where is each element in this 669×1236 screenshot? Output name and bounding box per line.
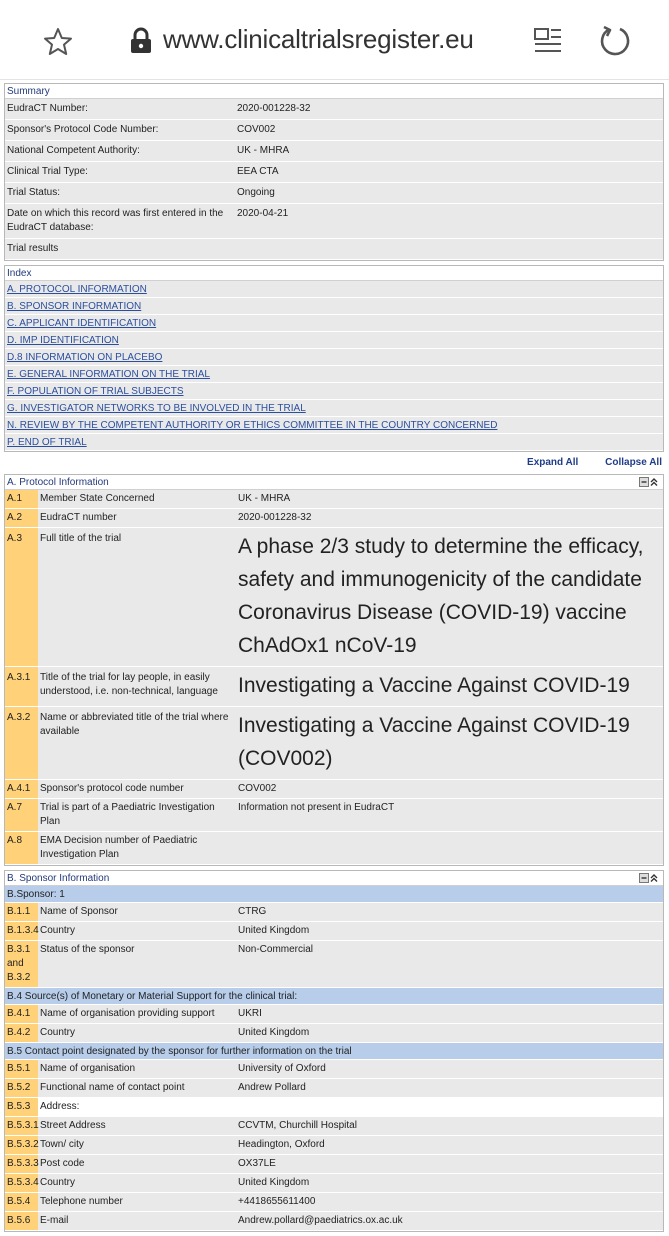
- index-link[interactable]: D. IMP IDENTIFICATION: [5, 332, 663, 349]
- field-code: B.5.4: [5, 1193, 38, 1211]
- field-label: Trial is part of a Paediatric Investigation Plan: [40, 802, 215, 827]
- index-link[interactable]: D.8 INFORMATION ON PLACEBO: [5, 349, 663, 366]
- detail-row: [5, 1024, 663, 1043]
- summary-label: Sponsor's Protocol Code Number:: [7, 124, 159, 135]
- browser-toolbar: [0, 0, 669, 80]
- field-value: OX37LE: [238, 1158, 276, 1169]
- field-label: Name of organisation: [40, 1063, 136, 1074]
- detail-row: [5, 490, 663, 509]
- field-label: Full title of the trial: [40, 533, 122, 544]
- field-value: United Kingdom: [238, 1027, 310, 1038]
- field-value: Headington, Oxford: [238, 1139, 325, 1150]
- index-title: Index: [5, 266, 663, 281]
- detail-row: [5, 1212, 663, 1231]
- sponsor-box: [4, 870, 664, 1232]
- field-label: Name of organisation providing support: [40, 1008, 215, 1019]
- summary-label: Date on which this record was first entered in the EudraCT database:: [7, 208, 224, 233]
- field-code: A.3.2: [5, 707, 38, 779]
- detail-row: [5, 922, 663, 941]
- field-code: A.8: [5, 832, 38, 864]
- field-label: Country: [40, 1027, 76, 1038]
- field-value: A phase 2/3 study to determine the efficacy, safety and immunogenicity of the candidate Coronavirus Disease (COVID-19) vaccine ChAdOx1 nCoV-19: [238, 535, 644, 657]
- field-value: Investigating a Vaccine Against COVID-19 (COV002): [238, 714, 630, 770]
- field-value: UK - MHRA: [238, 493, 291, 504]
- index-link[interactable]: P. END OF TRIAL: [5, 434, 663, 451]
- field-code: A.7: [5, 799, 38, 831]
- summary-row: [5, 204, 663, 239]
- detail-row: [5, 1155, 663, 1174]
- field-label: EMA Decision number of Paediatric Investigation Plan: [40, 835, 198, 860]
- field-label: Status of the sponsor: [40, 944, 135, 955]
- star-icon[interactable]: [42, 26, 74, 58]
- contact-header: B.5 Contact point designated by the sponsor for further information on the trial: [5, 1043, 663, 1060]
- field-label: Name of Sponsor: [40, 906, 118, 917]
- sponsor-title-text: B. Sponsor Information: [7, 873, 110, 884]
- detail-row: [5, 780, 663, 799]
- field-value: +4418655611400: [238, 1196, 316, 1207]
- detail-row: [5, 1060, 663, 1079]
- support-header: B.4 Source(s) of Monetary or Material Support for the clinical trial:: [5, 988, 663, 1005]
- field-label: Title of the trial for lay people, in easily understood, i.e. non-technical, language: [40, 672, 218, 697]
- field-label: Country: [40, 1177, 76, 1188]
- index-link[interactable]: N. REVIEW BY THE COMPETENT AUTHORITY OR ETHICS COMMITTEE IN THE COUNTRY CONCERNED: [5, 417, 663, 434]
- field-code: B.5.3.3: [5, 1155, 38, 1173]
- summary-value: 2020-001228-32: [237, 103, 311, 114]
- field-code: B.5.2: [5, 1079, 38, 1097]
- expand-collapse-bar: [4, 456, 664, 474]
- summary-value: Ongoing: [237, 187, 275, 198]
- field-value: [236, 1098, 663, 1116]
- field-value: COV002: [238, 783, 277, 794]
- summary-value: COV002: [237, 124, 276, 135]
- detail-row: [5, 903, 663, 922]
- summary-label: National Competent Authority:: [7, 145, 140, 156]
- summary-label: Trial results: [7, 243, 59, 254]
- field-label: Address:: [38, 1098, 236, 1116]
- field-value: CTRG: [238, 906, 267, 917]
- field-label: Town/ city: [40, 1139, 84, 1150]
- field-code: B.4.2: [5, 1024, 38, 1042]
- summary-row: [5, 120, 663, 141]
- field-code: A.1: [5, 490, 38, 508]
- summary-row: [5, 162, 663, 183]
- field-label: Telephone number: [40, 1196, 123, 1207]
- index-link[interactable]: A. PROTOCOL INFORMATION: [5, 281, 663, 298]
- field-value: University of Oxford: [238, 1063, 326, 1074]
- field-value: Investigating a Vaccine Against COVID-19: [238, 674, 630, 697]
- protocol-title-text: A. Protocol Information: [7, 477, 109, 488]
- collapse-section-icon[interactable]: [639, 873, 659, 883]
- detail-row: [5, 832, 663, 865]
- index-link[interactable]: F. POPULATION OF TRIAL SUBJECTS: [5, 383, 663, 400]
- detail-row: [5, 1193, 663, 1212]
- field-label: Member State Concerned: [40, 493, 155, 504]
- field-value: United Kingdom: [238, 925, 310, 936]
- field-code: A.2: [5, 509, 38, 527]
- detail-row: [5, 707, 663, 780]
- summary-row: [5, 183, 663, 204]
- page-content: [4, 83, 664, 1236]
- field-code: B.3.1 and B.3.2: [5, 941, 38, 987]
- reload-icon[interactable]: [598, 24, 632, 58]
- detail-row: [5, 1005, 663, 1024]
- field-value: Non-Commercial: [238, 944, 314, 955]
- index-link[interactable]: B. SPONSOR INFORMATION: [5, 298, 663, 315]
- field-code: B.5.3: [5, 1098, 38, 1116]
- detail-row: [5, 1174, 663, 1193]
- detail-row: [5, 528, 663, 667]
- field-code: B.5.3.1: [5, 1117, 38, 1135]
- field-code: B.1.1: [5, 903, 38, 921]
- summary-value: UK - MHRA: [237, 145, 290, 156]
- field-code: B.4.1: [5, 1005, 38, 1023]
- field-value: [236, 832, 663, 864]
- summary-label: Clinical Trial Type:: [7, 166, 88, 177]
- summary-title: Summary: [5, 84, 663, 99]
- field-code: A.3.1: [5, 667, 38, 706]
- detail-row: [5, 1098, 663, 1117]
- summary-row: [5, 239, 663, 260]
- field-label: Street Address: [40, 1120, 106, 1131]
- field-label: Name or abbreviated title of the trial where available: [40, 712, 229, 737]
- index-box: [4, 265, 664, 452]
- sponsor-title: [5, 871, 663, 886]
- index-link[interactable]: G. INVESTIGATOR NETWORKS TO BE INVOLVED IN THE TRIAL: [5, 400, 663, 417]
- summary-label: Trial Status:: [7, 187, 60, 198]
- detail-row: [5, 1117, 663, 1136]
- protocol-box: [4, 474, 664, 866]
- field-value: Information not present in EudraCT: [238, 802, 395, 813]
- summary-row: [5, 99, 663, 120]
- field-value: UKRI: [238, 1008, 262, 1019]
- field-value: CCVTM, Churchill Hospital: [238, 1120, 357, 1131]
- summary-value: EEA CTA: [237, 166, 279, 177]
- field-value: United Kingdom: [238, 1177, 310, 1188]
- expand-all-link[interactable]: Expand All: [527, 457, 579, 468]
- field-code: B.5.1: [5, 1060, 38, 1078]
- summary-box: [4, 83, 664, 261]
- detail-row: [5, 667, 663, 707]
- field-label: Functional name of contact point: [40, 1082, 185, 1093]
- lock-icon: [129, 28, 153, 54]
- summary-label: EudraCT Number:: [7, 103, 88, 114]
- field-label: EudraCT number: [40, 512, 117, 523]
- field-value: Andrew.pollard@paediatrics.ox.ac.uk: [238, 1215, 403, 1226]
- field-value: Andrew Pollard: [238, 1082, 306, 1093]
- field-value: 2020-001228-32: [238, 512, 312, 523]
- detail-row: [5, 1136, 663, 1155]
- reader-mode-icon[interactable]: [533, 26, 563, 56]
- field-code: A.4.1: [5, 780, 38, 798]
- protocol-title: [5, 475, 663, 490]
- detail-row: [5, 509, 663, 528]
- detail-row: [5, 941, 663, 988]
- field-label: Sponsor's protocol code number: [40, 783, 184, 794]
- field-label: Post code: [40, 1158, 85, 1169]
- field-code: B.1.3.4: [5, 922, 38, 940]
- field-label: E-mail: [40, 1215, 69, 1226]
- detail-row: [5, 1079, 663, 1098]
- index-link[interactable]: C. APPLICANT IDENTIFICATION: [5, 315, 663, 332]
- url-field[interactable]: www.clinicaltrialsregister.eu: [163, 24, 474, 54]
- collapse-section-icon[interactable]: [639, 477, 659, 487]
- detail-row: [5, 799, 663, 832]
- field-label: Country: [40, 925, 76, 936]
- summary-row: [5, 141, 663, 162]
- field-code: B.5.3.2: [5, 1136, 38, 1154]
- field-code: B.5.6: [5, 1212, 38, 1230]
- field-code: A.3: [5, 528, 38, 666]
- summary-value: 2020-04-21: [237, 208, 289, 219]
- sponsor-header: B.Sponsor: 1: [5, 886, 663, 903]
- index-link[interactable]: E. GENERAL INFORMATION ON THE TRIAL: [5, 366, 663, 383]
- summary-value: [235, 239, 663, 259]
- field-code: B.5.3.4: [5, 1174, 38, 1192]
- collapse-all-link[interactable]: Collapse All: [605, 457, 662, 468]
